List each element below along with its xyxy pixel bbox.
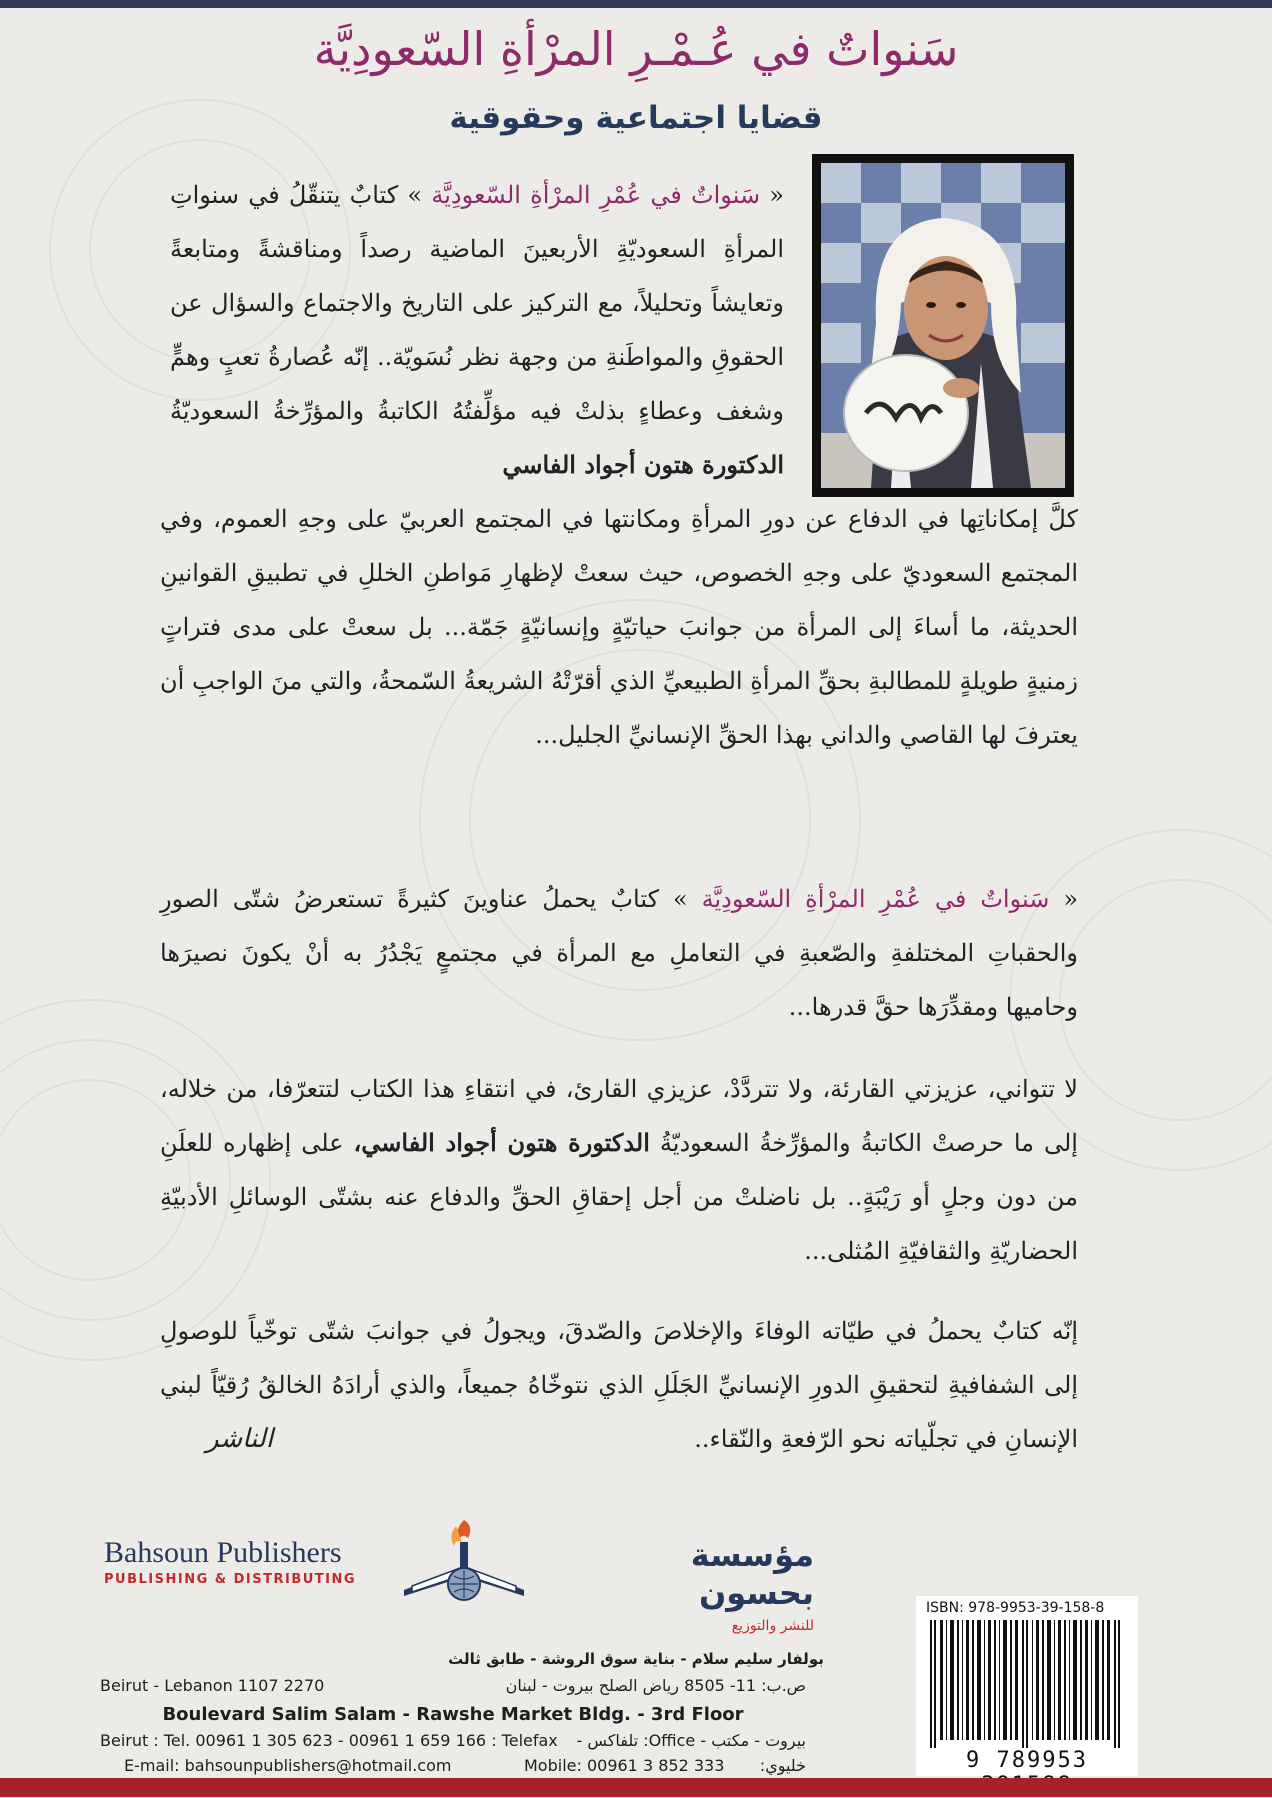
isbn-label: ISBN: 978-9953-39-158-8 bbox=[926, 1600, 1105, 1616]
publisher-logo-arabic bbox=[574, 1536, 814, 1634]
barcode-bars bbox=[928, 1620, 1126, 1748]
bottom-color-band bbox=[0, 1778, 1272, 1797]
pobox-ar: ص.ب: 11- 8505 رياض الصلح بيروت - لبنان bbox=[505, 1676, 806, 1695]
publisher-tagline-ar: للنشر والتوزيع bbox=[731, 1618, 814, 1634]
telephone-ar: بيروت - مكتب - Office: تلفاكس - bbox=[576, 1731, 806, 1750]
email-text: E-mail: bahsounpublishers@hotmail.com bbox=[124, 1756, 452, 1775]
book-title: سَنواتٌ في عُـمْـرِ المرْأةِ السّعودِيَّة bbox=[313, 22, 959, 76]
author-name: الدكتورة هتون أجواد الفاسي، bbox=[353, 1128, 650, 1157]
publisher-emblem-icon bbox=[398, 1512, 530, 1612]
author-name: الدكتورة هتون أجواد الفاسي bbox=[502, 450, 784, 479]
author-portrait-illustration bbox=[821, 163, 1065, 488]
publisher-tagline-en: PUBLISHING & DISTRIBUTING bbox=[104, 1572, 357, 1587]
mobile-text: Mobile: 00961 3 852 333 bbox=[524, 1756, 725, 1775]
publisher-name-en: Bahsoun Publishers bbox=[104, 1536, 342, 1569]
isbn-barcode bbox=[916, 1596, 1138, 1776]
publisher-signature: الناشر bbox=[206, 1424, 274, 1454]
publisher-logo-english bbox=[104, 1536, 364, 1587]
body-paragraph-2: « سَنواتٌ في عُمْرِ المرْأةِ السّعودِيَّة » كتابٌ يحملُ عناوينَ كثيرةً تستعرضُ شتّى الصورِ والحقباتِ المختلفةِ والصّعبةِ في التعاملِ مع المرأة في مجتمعٍ يَجْدُرُ به أنْ يكونَ نصيرَها وحاميها ومقدِّرَها حقَّ قدرها... bbox=[160, 885, 1078, 1021]
pobox-en: Beirut - Lebanon 1107 2270 bbox=[100, 1676, 325, 1695]
intro-paragraph: « سَنواتٌ في عُمْرِ المرْأةِ السّعودِيَّة » كتابٌ يتنقّلُ في سنواتِ المرأةِ السعوديّةِ الأربعينَ الماضية رصداً ومناقشةً ومتابعةً وتعايشاً وتحليلاً، مع التركيز على التاريخ والاجتماع والسؤال عن الحقوقِ والمواطَنةِ من وجهة نظر نُسَويّة.. إنّه عُصارةُ تعبٍ وهمٍّ وشغف وعطاءٍ بذلتْ فيه مؤلِّفتُهُ الكاتبةُ والمؤرِّخةُ السعوديّةُ الدكتورة هتون أجواد الفاسي bbox=[170, 181, 784, 479]
body-paragraph-3: لا تتواني، عزيزتي القارئة، ولا تتردَّدْ، عزيزي القارئ، في انتقاءِ هذا الكتاب لتتعرّفا، من خلاله، إلى ما حرصتْ الكاتبةُ والمؤرِّخةُ السعوديّةُ الدكتورة هتون أجواد الفاسي، على إظهاره للعلَنِ من دون وجلٍ أو رَيْبَةٍ.. بل ناضلتْ من أجل إحقاقِ الحقِّ والدفاع عنه بشتّى الوسائلِ الأدبيّةِ الحضاريّةِ والثقافيّةِ المُثلى... bbox=[160, 1075, 1078, 1265]
barcode-digits: 9 789953 bbox=[966, 1748, 1088, 1773]
author-photo bbox=[812, 154, 1074, 497]
publisher-name-ar: مؤسسة بحسون bbox=[690, 1536, 814, 1612]
inline-book-title: سَنواتٌ في عُمْرِ المرْأةِ السّعودِيَّة bbox=[701, 885, 1050, 913]
body-paragraph-1: كلَّ إمكاناتِها في الدفاع عن دورِ المرأةِ ومكانتها في المجتمع العربيّ على وجهِ العموم، وفي المجتمع السعوديّ على وجهِ الخصوص، حيث سعتْ لإظهارِ مَواطنِ الخللِ في تطبيقِ القوانينِ الحديثة، ما أساءَ إلى المرأة من جوانبَ حياتيّةٍ وإنسانيّةٍ جَمّة... بل سعتْ على مدى فتراتٍ زمنيةٍ طويلةٍ للمطالبةِ بحقِّ المرأةِ الطبيعيِّ الذي أقرّتْهُ الشريعةُ السّمحةُ، والتي منَ الواجبِ أن يعترفَ لها القاصي والداني بهذا الحقِّ الإنسانيِّ الجليل... bbox=[160, 505, 1078, 749]
inline-book-title: سَنواتٌ في عُمْرِ المرْأةِ السّعودِيَّة bbox=[431, 181, 761, 209]
body-paragraph-4: إنّه كتابٌ يحملُ في طيّاته الوفاءَ والإخلاصَ والصّدقَ، ويجولُ في جوانبَ شتّى توخّياً للوصولِ إلى الشفافيةِ لتحقيقِ الدورِ الإنسانيِّ الجَلَلِ الذي نتوخّاهُ جميعاً، والذي أرادَهُ الخالقُ رُقيّاً لبني الإنسانِ في تجلّياته نحو الرّفعةِ والنّقاء.. bbox=[160, 1317, 1078, 1453]
mobile-label-ar: خليوي: bbox=[759, 1756, 806, 1775]
address-arabic: بولفار سليم سلام - بناية سوق الروشة - طابق ثالث bbox=[448, 1650, 824, 1668]
telephone-en: Beirut : Tel. 00961 1 305 623 - 00961 1 659 166 : Telefax bbox=[100, 1731, 558, 1750]
book-subtitle: قضايا اجتماعية وحقوقية bbox=[449, 100, 823, 136]
address-english: Boulevard Salim Salam - Rawshe Market Bldg. - 3rd Floor bbox=[162, 1704, 744, 1725]
